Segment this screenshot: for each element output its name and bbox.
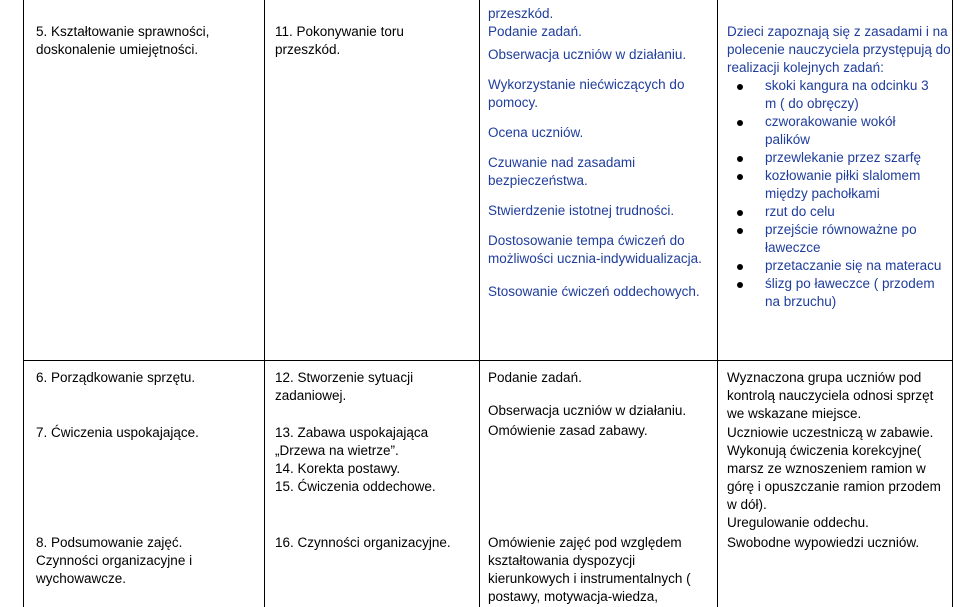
bullet-icon (737, 84, 743, 90)
bullet-icon (737, 264, 743, 270)
method-item: Omówienie zasad zabawy. (488, 423, 648, 438)
table-border-right (952, 0, 953, 607)
activities-text: Uczniowie uczestniczą w zabawie. Wykonują ćwiczenia korekcyjne( marsz ze wznoszeniem ramion w górę i opuszczanie ramion przodem w dół). Uregulowanie oddechu. (727, 425, 941, 530)
stage-text: 7. Ćwiczenia uspokajające. (36, 425, 199, 440)
table-cell-task (275, 424, 475, 496)
method-item: Stwierdzenie istotnej trudności. (488, 203, 675, 218)
table-cell-stage (36, 534, 261, 588)
bullet-icon (737, 228, 743, 234)
bullet-icon (737, 210, 743, 216)
table-cell-activities (727, 23, 952, 311)
table-cell-methods (488, 534, 716, 606)
table-border-col2 (479, 0, 480, 607)
table-row-divider (23, 360, 953, 361)
table-cell-activities (727, 534, 952, 552)
bullet-icon (737, 174, 743, 180)
table-cell-activities (727, 369, 952, 532)
table-cell-methods (488, 369, 716, 440)
table-cell-methods (488, 5, 716, 301)
method-item: przeszkód. (488, 6, 554, 21)
list-item: przetaczanie się na materacu (727, 257, 952, 275)
method-item: Stosowanie ćwiczeń oddechowych. (488, 284, 700, 299)
activities-intro: Dzieci zapoznają się z zasadami i na polecenie nauczyciela przystępują do realizacji kolejnych zadań: (727, 24, 951, 75)
task-text: 12. Stworzenie sytuacji zadaniowej. (275, 370, 414, 403)
activities-text: Wyznaczona grupa uczniów pod kontrolą nauczyciela odnosi sprzęt we wskazane miejsce. (727, 370, 934, 421)
method-item: Czuwanie nad zasadami bezpieczeństwa. (488, 155, 636, 188)
method-item: Wykorzystanie niećwiczących do pomocy. (488, 77, 685, 110)
list-item: przewlekanie przez szarfę (727, 149, 952, 167)
method-item: Obserwacja uczniów w działaniu. (488, 47, 687, 62)
method-item: Omówienie zajęć pod względem kształtowania dyspozycji kierunkowych i instrumentalnych ( postawy, motywacja-wiedza, (488, 535, 691, 604)
table-cell-stage (36, 369, 261, 387)
stage-text: 8. Podsumowanie zajęć. Czynności organizacyjne i wychowawcze. (36, 535, 193, 586)
bullet-icon (737, 120, 743, 126)
bullet-icon (737, 156, 743, 162)
stage-text: 5. Kształtowanie sprawności, doskonalenie umiejętności. (36, 24, 210, 57)
table-border-left (23, 0, 24, 607)
list-item: rzut do celu (727, 203, 952, 221)
activity-list (727, 77, 952, 311)
table-border-col3 (717, 0, 718, 607)
method-item: Dostosowanie tempa ćwiczeń do możliwości ucznia-indywidualizacja. (488, 233, 702, 266)
table-cell-task (275, 23, 475, 59)
list-item: ślizg po ławeczce ( przodem na brzuchu) (727, 275, 952, 311)
list-item: czworakowanie wokół palików (727, 113, 952, 149)
bullet-icon (737, 282, 743, 288)
method-item: Podanie zadań. (488, 24, 582, 39)
activities-text: Swobodne wypowiedzi uczniów. (727, 535, 920, 550)
stage-text: 6. Porządkowanie sprzętu. (36, 370, 196, 385)
method-item: Ocena uczniów. (488, 125, 584, 140)
task-text: 13. Zabawa uspokajająca „Drzewa na wietrze”. 14. Korekta postawy. 15. Ćwiczenia oddechowe. (275, 425, 436, 494)
table-cell-task (275, 534, 475, 552)
list-item: przejście równoważne po ławeczce (727, 221, 952, 257)
list-item: skoki kangura na odcinku 3 m ( do obręczy) (727, 77, 952, 113)
table-cell-stage (36, 424, 261, 442)
list-item: kozłowanie piłki slalomem między pachołkami (727, 167, 952, 203)
table-border-col1 (264, 0, 265, 607)
method-item: Obserwacja uczniów w działaniu. (488, 403, 687, 418)
table-cell-task (275, 369, 475, 405)
method-item: Podanie zadań. (488, 370, 582, 385)
task-text: 11. Pokonywanie toru przeszkód. (275, 24, 404, 57)
task-text: 16. Czynności organizacyjne. (275, 535, 451, 550)
table-cell-stage (36, 23, 261, 59)
